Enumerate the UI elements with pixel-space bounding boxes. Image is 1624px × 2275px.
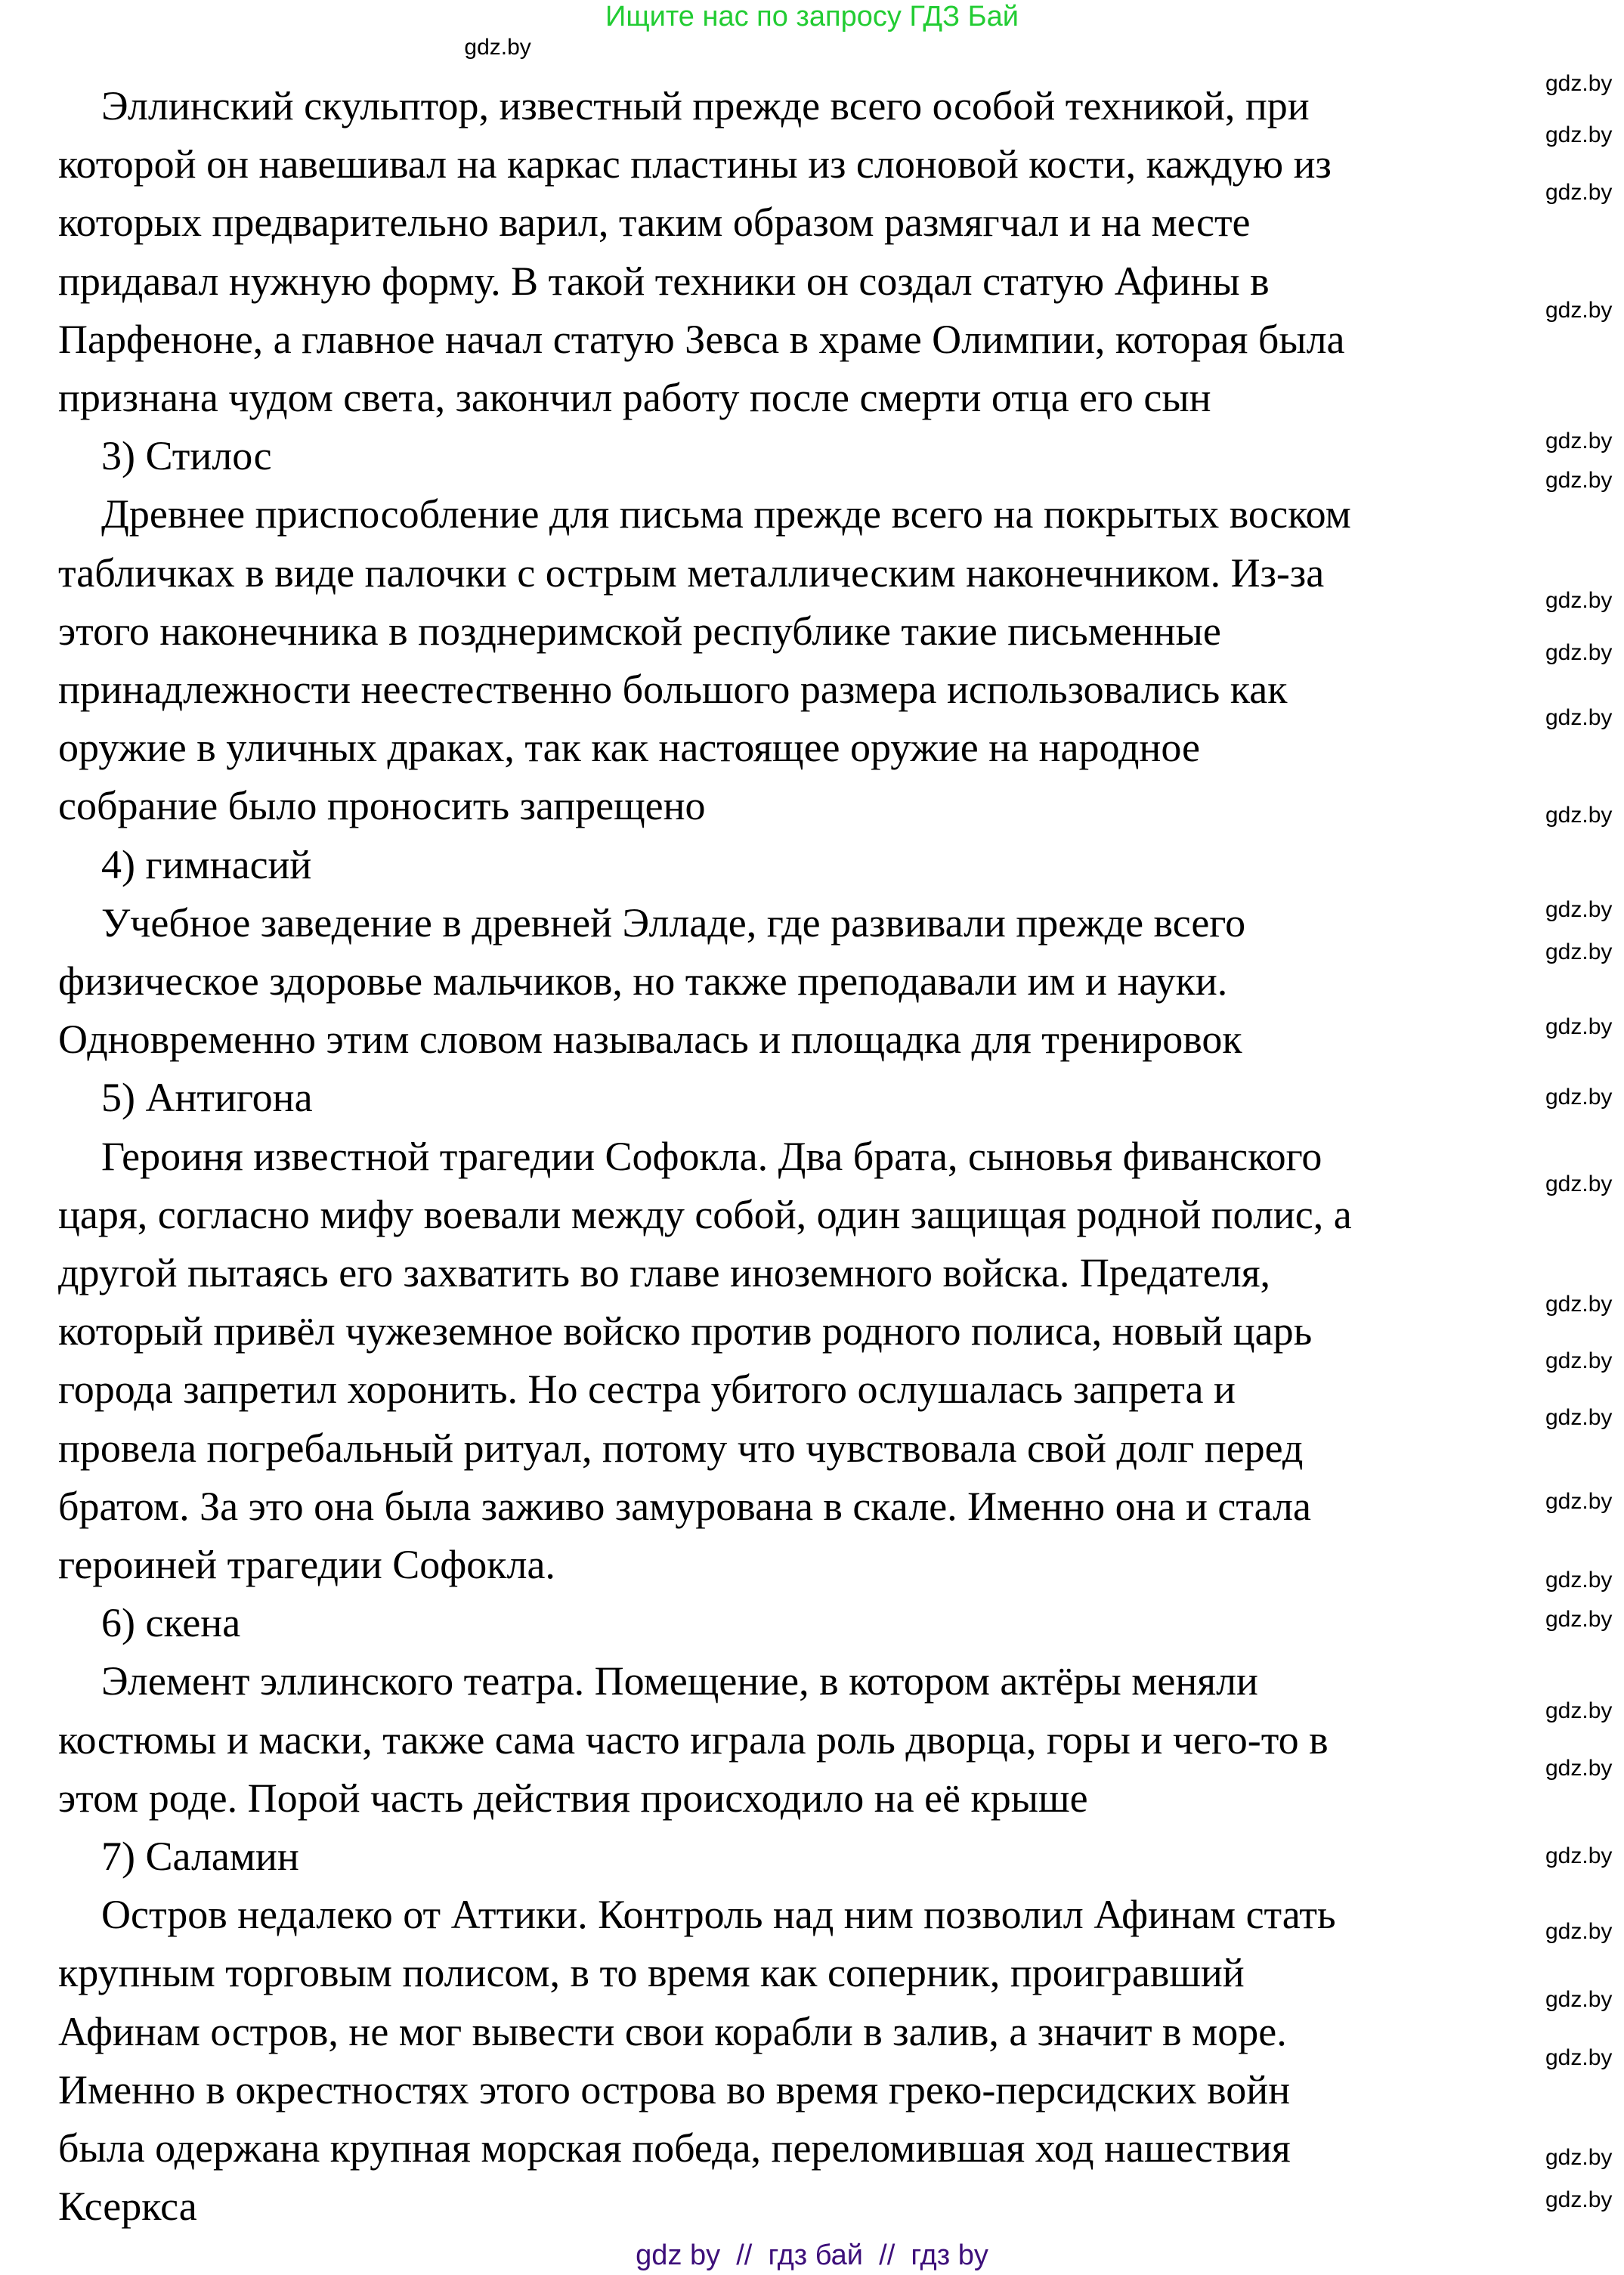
watermark: gdz.by [1545, 1292, 1613, 1317]
watermark: gdz.by [1545, 705, 1613, 731]
watermark: gdz.by [1545, 896, 1613, 922]
text-line: этом роде. Порой часть действия происходило на её крыше [58, 1775, 1088, 1821]
watermark: gdz.by [1545, 2145, 1613, 2171]
watermark: gdz.by [1545, 297, 1613, 323]
text-line: этого наконечника в позднеримской республике такие письменные [58, 608, 1221, 654]
watermark: gdz.by [1545, 2044, 1613, 2070]
text-line: Именно в окрестностях этого острова во время греко-персидских войн [58, 2066, 1291, 2112]
watermark: gdz.by [1545, 939, 1613, 964]
watermark: gdz.by [1545, 1986, 1613, 2012]
text-line: крупным торговым полисом, в то время как соперник, проигравший [58, 1950, 1245, 1996]
text-line: Парфеноне, а главное начал статую Зевса в храме Олимпии, которая была [58, 316, 1345, 362]
text-line: Одновременно этим словом называлась и площадка для тренировок [58, 1017, 1242, 1063]
watermark: gdz.by [1545, 1348, 1613, 1373]
text-line: другой пытаясь его захватить во главе иноземного войска. Предателя, [58, 1250, 1271, 1295]
text-line: братом. За это она была заживо замурована в скале. Именно она и стала [58, 1483, 1311, 1529]
text-line: 3) Стилос [101, 433, 272, 479]
watermark: gdz.by [1545, 1606, 1613, 1632]
text-line: Афинам остров, не мог вывести свои корабли в залив, а значит в море. [58, 2008, 1287, 2054]
text-line: которых предварительно варил, таким образом размягчал и на месте [58, 200, 1251, 246]
text-line: Ксеркса [58, 2184, 197, 2230]
text-line: 7) Саламин [101, 1834, 299, 1879]
watermark: gdz.by [1545, 1171, 1613, 1196]
text-line: Элемент эллинского театра. Помещение, в котором актёры меняли [101, 1658, 1258, 1704]
watermark: gdz.by [1545, 71, 1613, 97]
search-hint-header: Ищите нас по запросу ГДЗ Бай [605, 1, 1019, 32]
watermark: gdz.by [1545, 1404, 1613, 1430]
text-line: Эллинский скульптор, известный прежде всего особой техникой, при [101, 83, 1310, 128]
watermark: gdz.by [1545, 2187, 1613, 2212]
text-line: Древнее приспособление для письма прежде всего на покрытых воском [101, 491, 1351, 537]
text-line: оружие в уличных драках, так как настоящее оружие на народное [58, 725, 1200, 771]
text-line: принадлежности неестественно большого размера использовались как [58, 667, 1288, 712]
watermark: gdz.by [1545, 467, 1613, 493]
text-line: признана чудом света, закончил работу после смерти отца его сын [58, 375, 1211, 420]
watermark: gdz.by [1545, 1084, 1613, 1110]
text-line: героиней трагедии Софокла. [58, 1542, 555, 1587]
watermark: gdz.by [464, 35, 531, 60]
watermark: gdz.by [1545, 1756, 1613, 1781]
watermark: gdz.by [1545, 1014, 1613, 1040]
text-line: которой он навешивал на каркас пластины из слоновой кости, каждую из [58, 141, 1332, 187]
watermark: gdz.by [1545, 587, 1613, 613]
watermark: gdz.by [1545, 180, 1613, 206]
site-footer: gdz by // гдз бай // гдз by [636, 2239, 988, 2271]
text-line: физическое здоровье мальчиков, но также преподавали им и науки. [58, 958, 1228, 1004]
watermark: gdz.by [1545, 1918, 1613, 1944]
text-line: табличках в виде палочки с острым металлическим наконечником. Из-за [58, 549, 1325, 596]
watermark: gdz.by [1545, 1698, 1613, 1723]
watermark: gdz.by [1545, 803, 1613, 828]
text-line: царя, согласно мифу воевали между собой, один защищая родной полис, а [58, 1191, 1352, 1237]
text-line: провела погребальный ритуал, потому что чувствовала свой долг перед [58, 1425, 1304, 1471]
watermark: gdz.by [1545, 428, 1613, 453]
text-line: 4) гимнасий [101, 841, 312, 887]
text-line: придавал нужную форму. В такой техники он создал статую Афины в [58, 258, 1270, 304]
watermark: gdz.by [1545, 1567, 1613, 1592]
text-line: была одержана крупная морская победа, переломившая ход нашествия [58, 2125, 1291, 2171]
text-line: костюмы и маски, также сама часто играла роль дворца, горы и чего-то в [58, 1716, 1329, 1763]
text-line: Учебное заведение в древней Элладе, где развивали прежде всего [101, 899, 1246, 946]
text-line: собрание было проносить запрещено [58, 783, 706, 829]
watermark: gdz.by [1545, 640, 1613, 665]
text-line: 5) Антигона [101, 1075, 313, 1121]
text-line: Героиня известной трагедии Софокла. Два брата, сыновья фиванского [101, 1133, 1322, 1179]
watermark: gdz.by [1545, 1843, 1613, 1868]
watermark: gdz.by [1545, 122, 1613, 147]
text-line: который привёл чужеземное войско против родного полиса, новый царь [58, 1308, 1313, 1354]
text-line: Остров недалеко от Аттики. Контроль над ним позволил Афинам стать [101, 1892, 1336, 1938]
text-line: 6) скена [101, 1600, 241, 1646]
watermark: gdz.by [1545, 1489, 1613, 1515]
text-line: города запретил хоронить. Но сестра убитого ослушалась запрета и [58, 1367, 1236, 1413]
